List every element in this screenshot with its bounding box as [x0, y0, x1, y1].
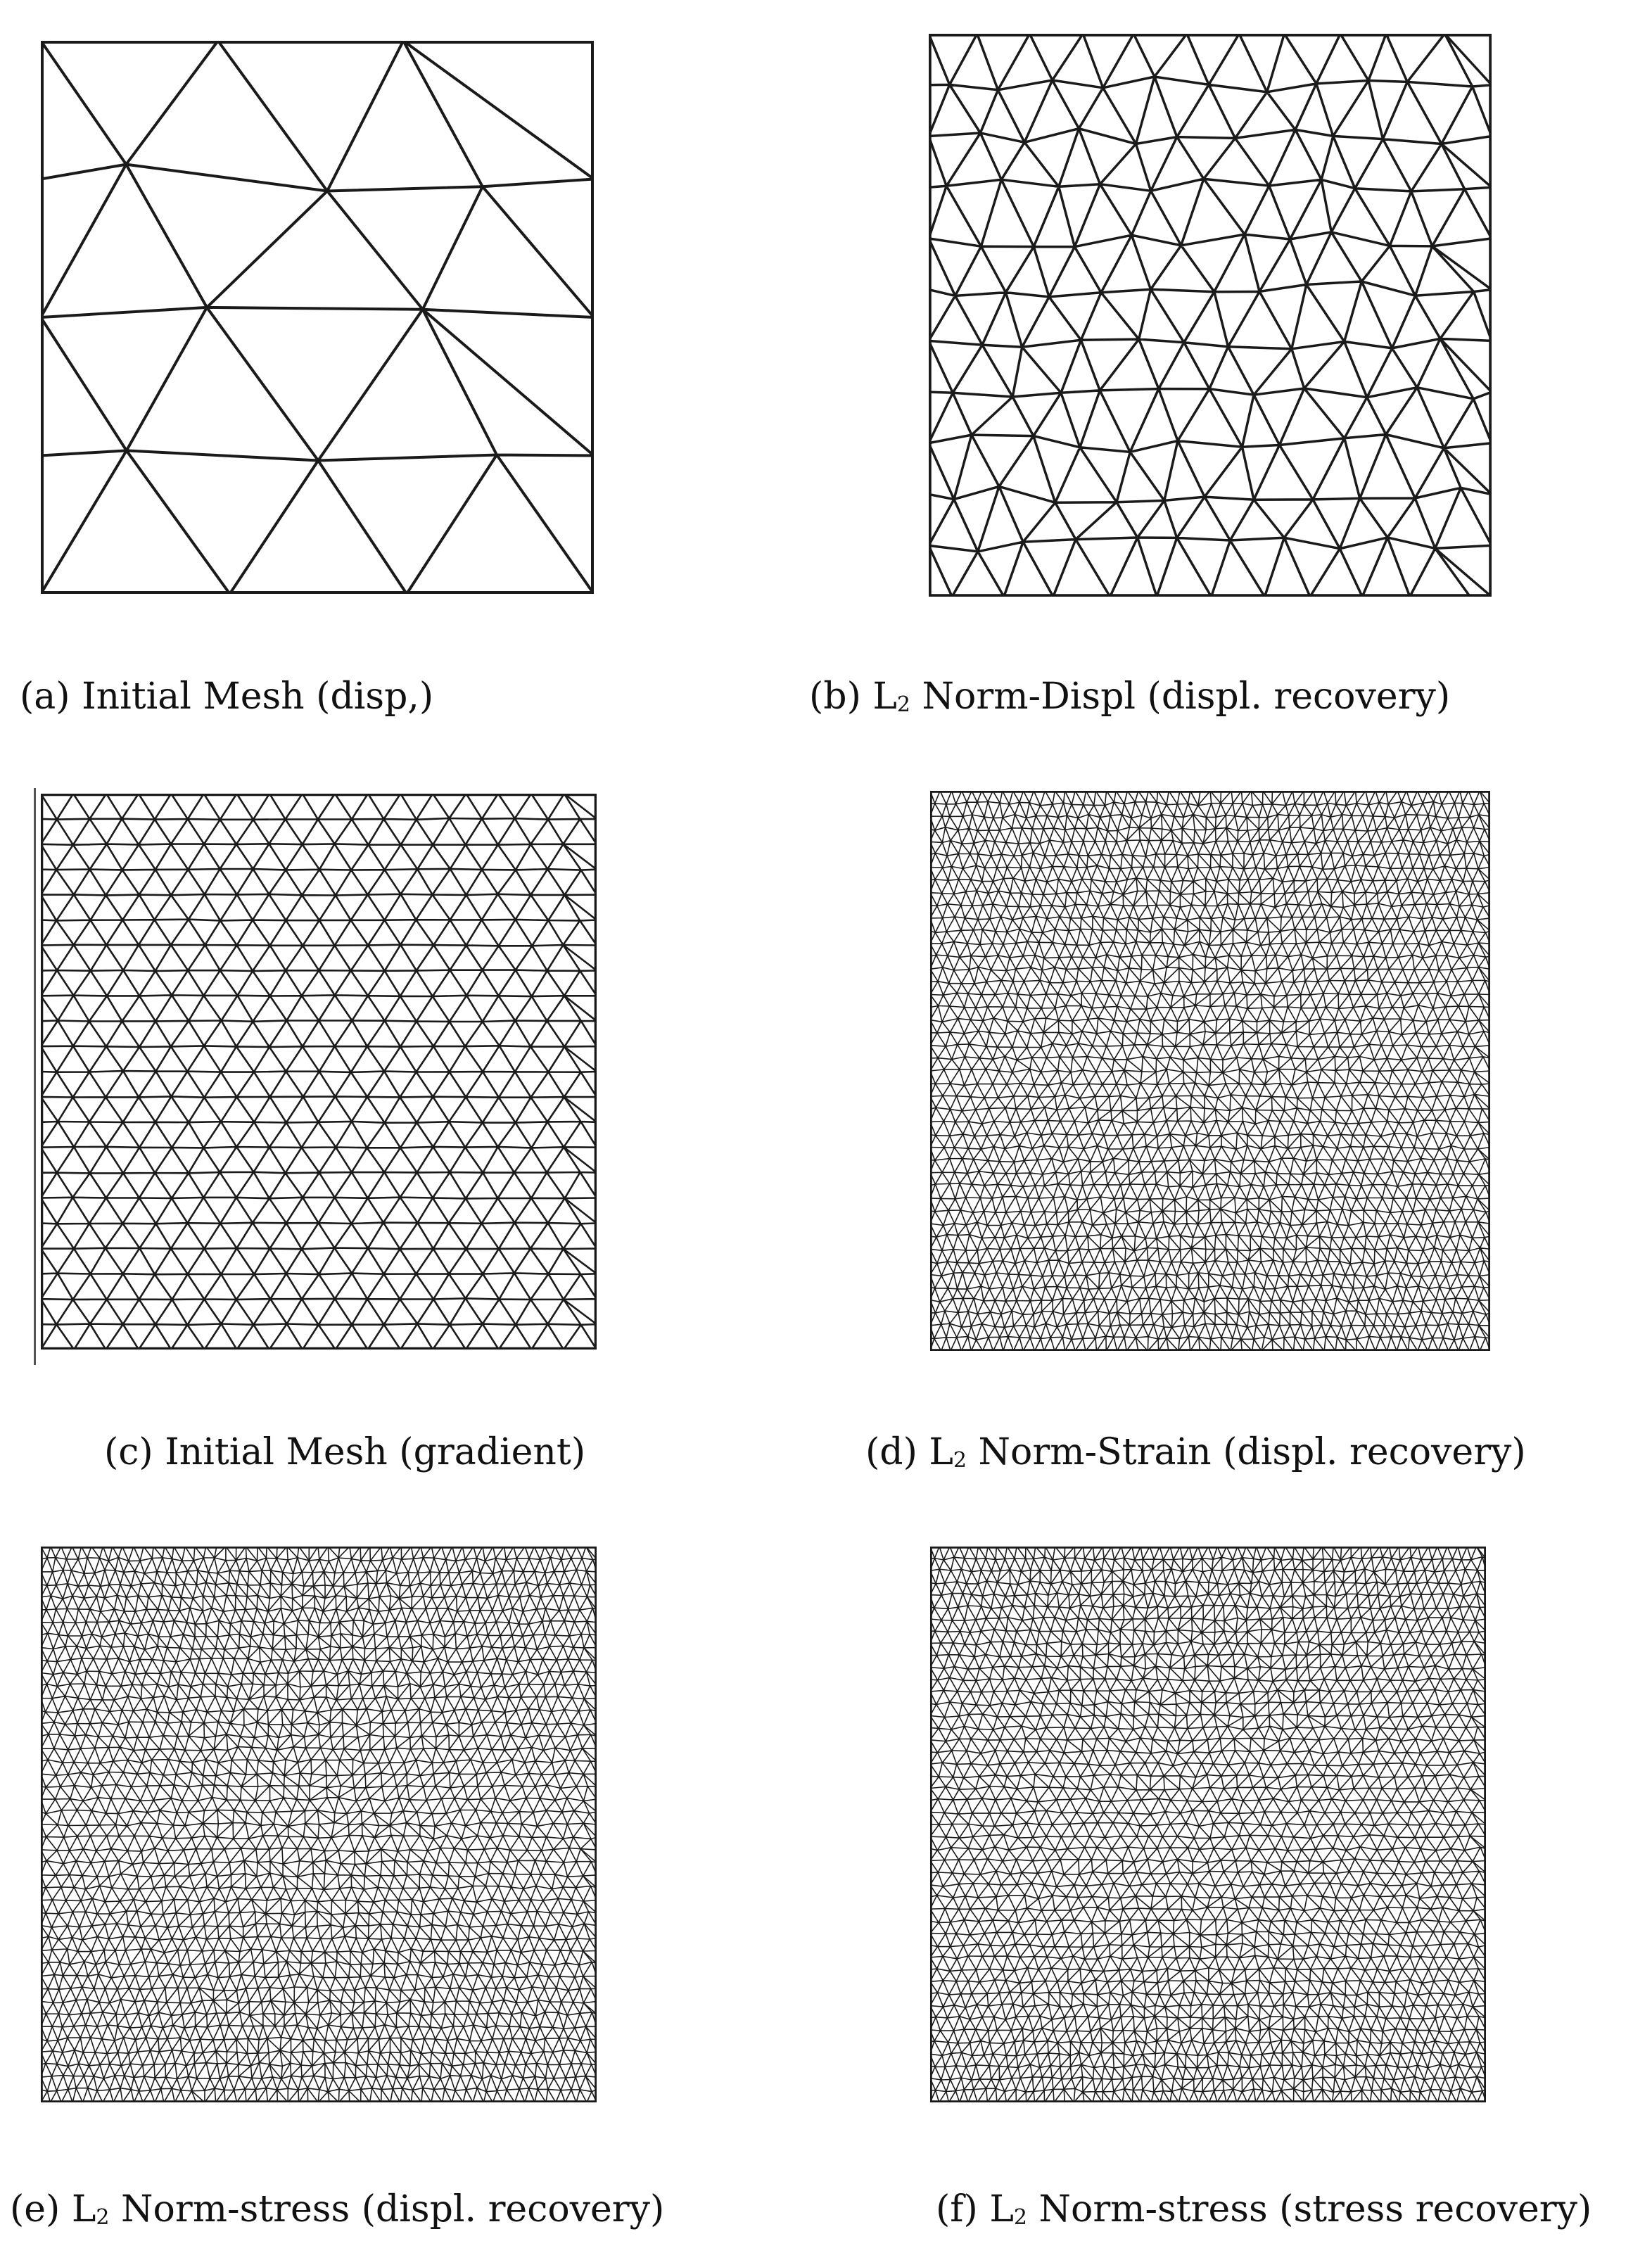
mesh-edges	[930, 1547, 1486, 2102]
caption-e: (e) $L_2$ Norm-stress (displ. recovery)	[10, 2188, 665, 2230]
mesh-b-l2-norm-displ	[929, 34, 1492, 597]
caption-d: (d) $L_2$ Norm-Strain (displ. recovery)	[865, 1431, 1526, 1473]
mesh-a-initial-displ	[41, 41, 594, 594]
mesh-edges	[41, 794, 597, 1350]
mesh-edges	[930, 791, 1490, 1351]
caption-b: (b) $L_2$ Norm-Displ (displ. recovery)	[809, 675, 1451, 718]
mesh-edges	[41, 1547, 597, 2102]
mesh-f-l2-norm-stress-stress	[930, 1547, 1486, 2102]
caption-a: (a) Initial Mesh (disp,)	[20, 675, 434, 718]
mesh-boundary	[42, 42, 593, 593]
mesh-e-l2-norm-stress-displ	[41, 1547, 597, 2102]
caption-c: (c) Initial Mesh (gradient)	[104, 1431, 586, 1473]
mesh-edges	[929, 34, 1492, 597]
left-edge-rule	[34, 788, 36, 1365]
mesh-edges	[41, 41, 594, 594]
mesh-d-l2-norm-strain	[930, 791, 1490, 1351]
mesh-c-initial-gradient	[41, 794, 597, 1350]
caption-f: (f) $L_2$ Norm-stress (stress recovery)	[936, 2188, 1592, 2230]
